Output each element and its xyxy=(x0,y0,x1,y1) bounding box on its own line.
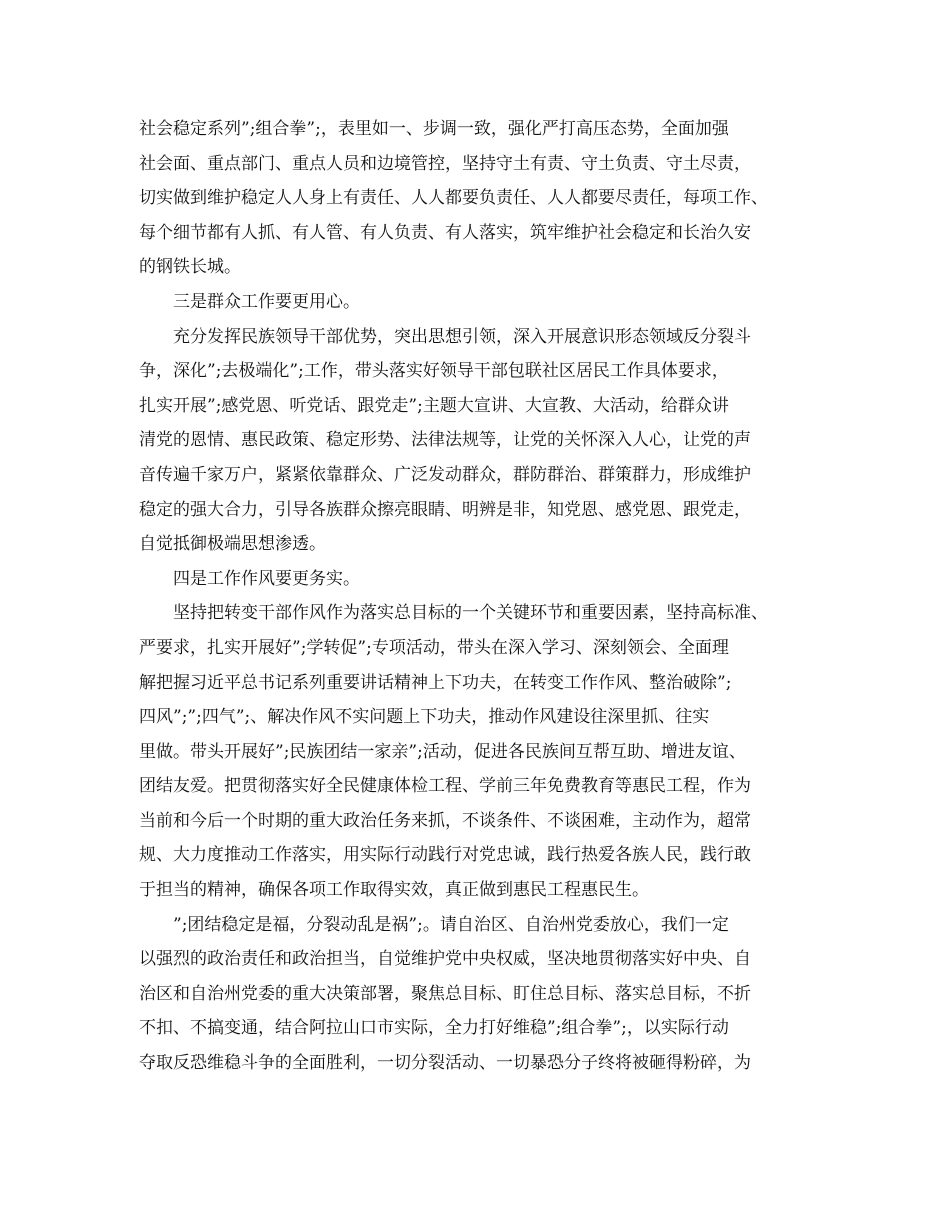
text-line: 稳定的强大合力，引导各族群众擦亮眼睛、明辨是非，知党恩、感党恩、跟党走， xyxy=(139,499,751,520)
document-body xyxy=(139,112,819,1081)
paragraph-first-line: 四是工作作风要更务实。 xyxy=(173,568,360,589)
text-line: 于担当的精神，确保各项工作取得实效，真正做到惠民工程惠民生。 xyxy=(139,880,649,901)
text-line: 每个细节都有人抓、有人管、有人负责、有人落实，筑牢维护社会稳定和长治久安 xyxy=(139,222,751,243)
paragraph-first-line: ”;团结稳定是福，分裂动乱是祸”;。请自治区、自治州党委放心，我们一定 xyxy=(173,914,729,935)
text-line: 切实做到维护稳定人人身上有责任、人人都要负责任、人人都要尽责任，每项工作、 xyxy=(139,188,768,209)
text-line: 不扣、不搞变通，结合阿拉山口市实际，全力打好维稳”;组合拳”;，以实际行动 xyxy=(139,1018,729,1039)
text-line: 当前和今后一个时期的重大政治任务来抓，不谈条件、不谈困难，主动作为，超常 xyxy=(139,810,751,831)
text-line: 治区和自治州党委的重大决策部署，聚焦总目标、盯住总目标、落实总目标，不折 xyxy=(139,983,751,1004)
text-line: 音传遍千家万户，紧紧依靠群众、广泛发动群众，群防群治、群策群力，形成维护 xyxy=(139,464,751,485)
text-line: 清党的恩情、惠民政策、稳定形势、法律法规等，让党的关怀深入人心，让党的声 xyxy=(139,430,751,451)
text-line: 的钢铁长城。 xyxy=(139,257,241,278)
paragraph-first-line: 三是群众工作要更用心。 xyxy=(173,291,360,312)
text-line: 四风”;”;四气”;、解决作风不实问题上下功夫，推动作风建设往深里抓、往实 xyxy=(139,707,710,728)
text-line: 以强烈的政治责任和政治担当，自觉维护党中央权威，坚决地贯彻落实好中央、自 xyxy=(139,949,751,970)
text-line: 里做。带头开展好”;民族团结一家亲”;活动，促进各民族间互帮互助、增进友谊、 xyxy=(139,741,746,762)
text-line: 解把握习近平总书记系列重要讲话精神上下功夫，在转变工作作风、整治破除”; xyxy=(139,672,732,693)
text-line: 扎实开展”;感党恩、听党话、跟党走”;主题大宣讲、大宣教、大活动，给群众讲 xyxy=(139,395,729,416)
text-line: 自觉抵御极端思想渗透。 xyxy=(139,534,326,555)
paragraph-first-line: 坚持把转变干部作风作为落实总目标的一个关键环节和重要因素，坚持高标准、 xyxy=(173,603,768,624)
text-line: 严要求，扎实开展好”;学转促”;专项活动，带头在深入学习、深刻领会、全面理 xyxy=(139,637,729,658)
text-line: 争，深化”;去极端化”;工作，带头落实好领导干部包联社区居民工作具体要求， xyxy=(139,361,729,382)
paragraph-first-line: 充分发挥民族领导干部优势，突出思想引领，深入开展意识形态领域反分裂斗 xyxy=(173,326,751,347)
text-line: 团结友爱。把贯彻落实好全民健康体检工程、学前三年免费教育等惠民工程，作为 xyxy=(139,776,751,797)
text-line: 夺取反恐维稳斗争的全面胜利，一切分裂活动、一切暴恐分子终将被砸得粉碎，为 xyxy=(139,1053,751,1074)
text-line: 社会面、重点部门、重点人员和边境管控，坚持守土有责、守土负责、守土尽责， xyxy=(139,153,751,174)
text-line: 规、大力度推动工作落实，用实际行动践行对党忠诚，践行热爱各族人民，践行敢 xyxy=(139,845,751,866)
text-line: 社会稳定系列”;组合拳”;，表里如一、步调一致，强化严打高压态势，全面加强 xyxy=(139,119,729,139)
